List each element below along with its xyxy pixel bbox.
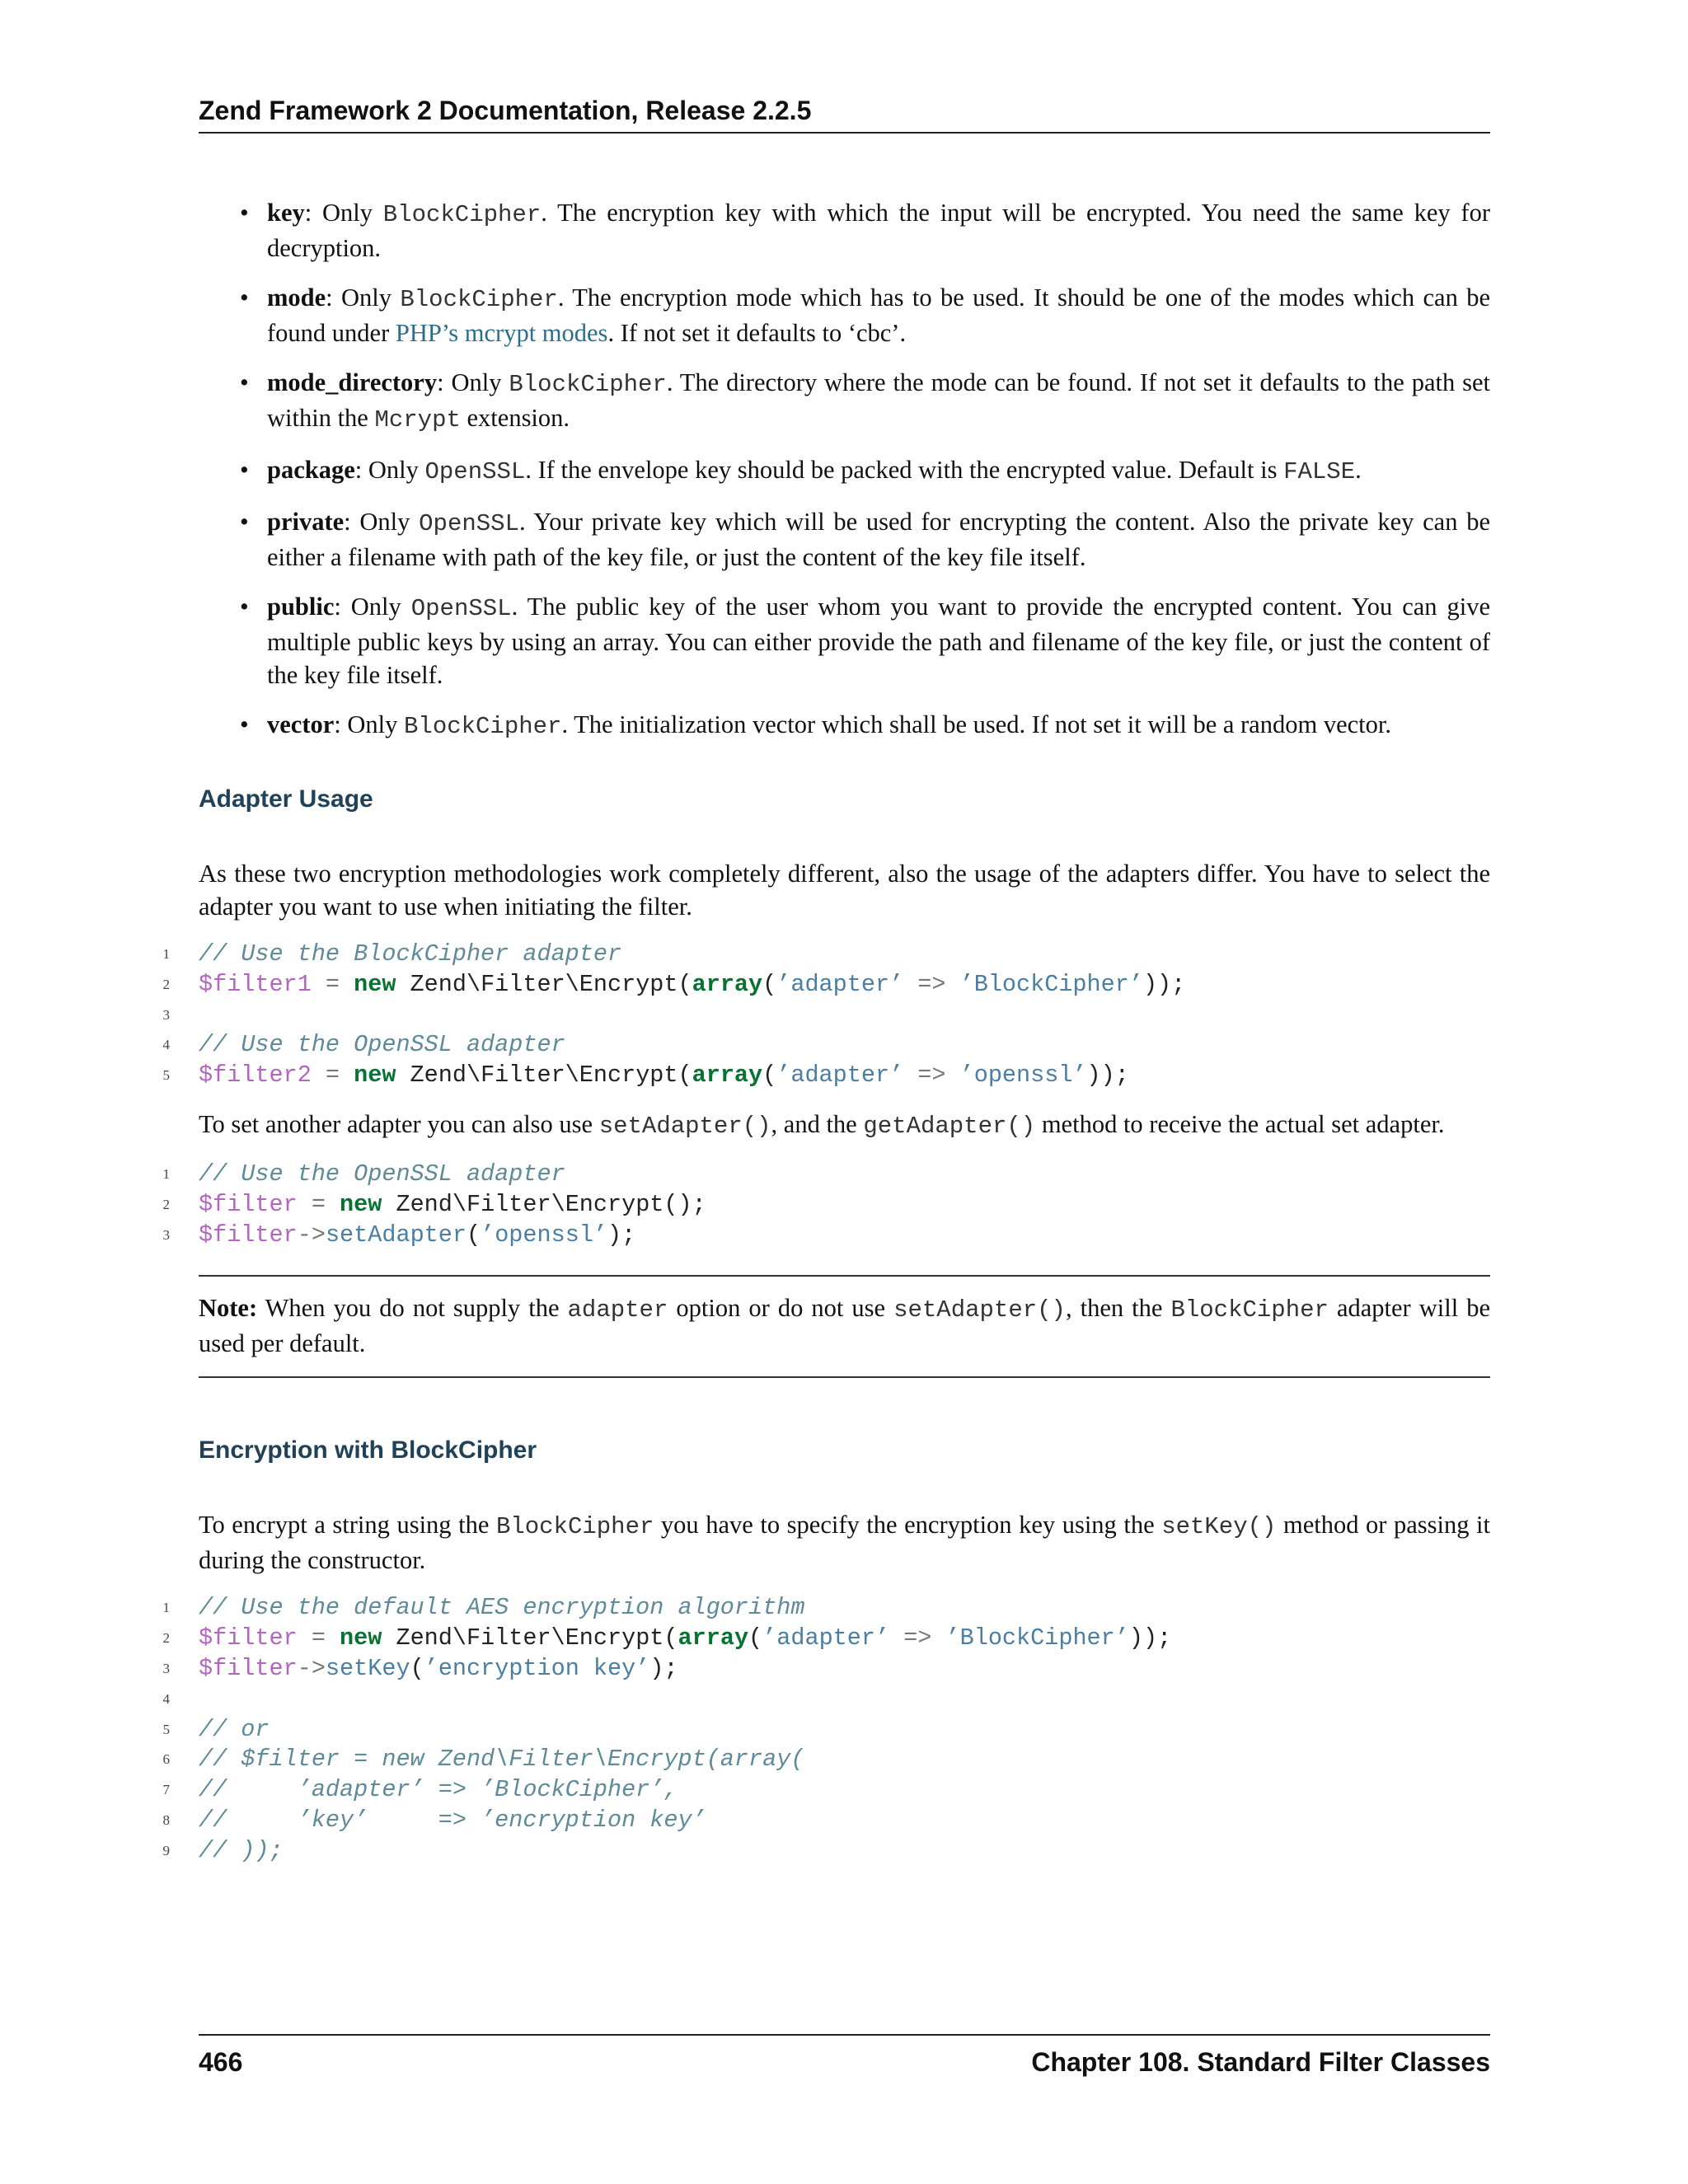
line-number: 4 bbox=[162, 1037, 170, 1053]
code-token: => bbox=[889, 1624, 946, 1652]
line-number: 2 bbox=[162, 1196, 170, 1212]
code-token: ’openssl’ bbox=[481, 1221, 608, 1249]
code-line bbox=[162, 1624, 1490, 1654]
paragraph-text: , and the bbox=[771, 1109, 864, 1138]
paragraph-text: method or passing it during the constructor. bbox=[199, 1511, 1490, 1575]
inline-code: BlockCipher bbox=[509, 371, 667, 398]
line-number: 2 bbox=[162, 1630, 170, 1647]
note-label: Note: bbox=[199, 1294, 258, 1323]
inline-code: OpenSSL bbox=[410, 595, 512, 622]
code-token: array bbox=[692, 970, 763, 998]
inline-code: getAdapter() bbox=[863, 1112, 1036, 1140]
code-token: new bbox=[354, 970, 396, 998]
inline-code: BlockCipher bbox=[1170, 1296, 1329, 1324]
code-token: // Use the BlockCipher adapter bbox=[199, 940, 622, 968]
code-token: new bbox=[340, 1624, 382, 1652]
code-token: ); bbox=[607, 1221, 636, 1249]
code-token: ( bbox=[466, 1221, 481, 1249]
note-part: option or do not use bbox=[668, 1294, 894, 1323]
code-token: ’adapter’ bbox=[762, 1624, 890, 1652]
code-token: // Use the OpenSSL adapter bbox=[199, 1031, 565, 1059]
option-term: public bbox=[267, 593, 335, 621]
code-token: = bbox=[297, 1624, 340, 1652]
inline-code: BlockCipher bbox=[382, 201, 542, 228]
line-number: 7 bbox=[162, 1782, 170, 1798]
adapter-usage-intro: As these two encryption methodologies work completely different, also the usage of the adapters differ. You have to select the adapter you want to use when initiating the filter. bbox=[199, 860, 1490, 921]
line-number: 9 bbox=[162, 1842, 170, 1858]
option-term: private bbox=[267, 508, 345, 536]
code-line bbox=[162, 970, 1490, 1001]
bullet-icon: • bbox=[240, 710, 249, 738]
code-token: Zend\Filter\Encrypt( bbox=[396, 970, 692, 998]
bullet-icon: • bbox=[240, 199, 249, 227]
option-term: key bbox=[267, 199, 305, 227]
code-token: => bbox=[903, 1062, 960, 1090]
code-line bbox=[162, 1001, 1490, 1031]
option-term: package bbox=[267, 456, 355, 484]
adapter-usage-heading: Adapter Usage bbox=[199, 785, 373, 813]
code-token: // )); bbox=[199, 1836, 284, 1864]
line-number: 3 bbox=[162, 1006, 170, 1023]
inline-code: BlockCipher bbox=[495, 1513, 654, 1541]
code-token: ’openssl’ bbox=[959, 1062, 1087, 1090]
paragraph-text: To encrypt a string using the bbox=[199, 1511, 496, 1540]
code-token: // $filter = new Zend\Filter\Encrypt(array( bbox=[199, 1746, 805, 1774]
list-item bbox=[240, 366, 1490, 437]
line-number: 8 bbox=[162, 1811, 170, 1828]
option-prefix: : Only bbox=[437, 368, 509, 396]
inline-code: FALSE bbox=[1283, 458, 1356, 485]
bullet-icon: • bbox=[240, 456, 249, 484]
inline-code: BlockCipher bbox=[404, 713, 562, 740]
code-line bbox=[162, 1221, 1490, 1251]
line-number: 2 bbox=[162, 976, 170, 992]
inline-code: setAdapter() bbox=[598, 1112, 771, 1140]
code-token: ’adapter’ bbox=[776, 970, 904, 998]
blockcipher-paragraph bbox=[199, 1508, 1490, 1577]
option-term: mode_directory bbox=[267, 368, 438, 396]
chapter-title: Chapter 108. Standard Filter Classes bbox=[1031, 2047, 1490, 2077]
code-line bbox=[162, 1190, 1490, 1221]
running-header: Zend Framework 2 Documentation, Release 2.2.5 bbox=[199, 92, 1490, 134]
code-token: ’encryption key’ bbox=[424, 1654, 650, 1682]
code-token: -> bbox=[297, 1654, 326, 1682]
list-item bbox=[240, 281, 1490, 349]
code-token: $filter bbox=[199, 1624, 298, 1652]
code-token: )); bbox=[1128, 1624, 1172, 1652]
line-number: 4 bbox=[162, 1690, 170, 1707]
inline-code: Mcrypt bbox=[374, 406, 461, 434]
line-number: 5 bbox=[162, 1721, 170, 1737]
list-item bbox=[240, 708, 1490, 743]
bullet-icon: • bbox=[240, 508, 249, 536]
code-block-blockcipher bbox=[162, 1593, 1490, 1866]
line-number: 1 bbox=[162, 1165, 170, 1182]
code-line bbox=[162, 1061, 1490, 1091]
code-token: ’adapter’ bbox=[776, 1062, 904, 1090]
code-token: = bbox=[311, 1062, 354, 1090]
option-description: . The initialization vector which shall be used. If not set it will be a random vector. bbox=[561, 710, 1391, 738]
code-line bbox=[162, 1806, 1490, 1836]
paragraph-text: To set another adapter you can also use bbox=[199, 1109, 599, 1138]
option-description: . If not set it defaults to ‘cbc’. bbox=[607, 319, 907, 347]
line-number: 3 bbox=[162, 1660, 170, 1676]
code-line bbox=[162, 1030, 1490, 1061]
option-description: . The public key of the user whom you want to provide the encrypted content. You can give multiple public keys by using an array. You can either provide the path and filename of the key file, or just the content of the key file itself. bbox=[267, 593, 1490, 689]
code-token: ( bbox=[762, 970, 777, 998]
option-description: . bbox=[1355, 456, 1362, 484]
inline-code: setKey() bbox=[1161, 1513, 1277, 1541]
code-token: array bbox=[678, 1624, 749, 1652]
code-token: array bbox=[692, 1062, 763, 1090]
code-block-set-adapter bbox=[162, 1160, 1490, 1250]
code-block-adapters bbox=[162, 940, 1490, 1091]
bullet-icon: • bbox=[240, 284, 249, 312]
code-token: )); bbox=[1142, 970, 1186, 998]
set-adapter-paragraph bbox=[199, 1108, 1490, 1143]
inline-code: OpenSSL bbox=[424, 458, 526, 485]
code-line bbox=[162, 1715, 1490, 1746]
code-token: ( bbox=[410, 1654, 424, 1682]
list-item bbox=[240, 196, 1490, 265]
bullet-icon: • bbox=[240, 368, 249, 396]
option-prefix: : Only bbox=[344, 508, 420, 536]
code-token: // Use the default AES encryption algorithm bbox=[199, 1594, 805, 1622]
option-description: . Your private key which will be used for encrypting the content. Also the private key can be either a filename with path of the key file, or just the content of the key file itself. bbox=[267, 508, 1490, 571]
paragraph-text: method to receive the actual set adapter. bbox=[1035, 1109, 1445, 1138]
page-number: 466 bbox=[199, 2047, 243, 2077]
list-item bbox=[240, 590, 1490, 691]
code-line bbox=[162, 940, 1490, 970]
option-description: . The encryption mode which has to be used. It should be one of the modes which can be found under bbox=[267, 284, 1490, 347]
code-line bbox=[162, 1160, 1490, 1190]
option-description: . The directory where the mode can be found. If not set it defaults to the path set within the bbox=[267, 368, 1490, 432]
running-footer bbox=[199, 2034, 1490, 2080]
code-token: )); bbox=[1086, 1062, 1129, 1090]
code-token: Zend\Filter\Encrypt( bbox=[396, 1062, 692, 1090]
code-token: // or bbox=[199, 1715, 270, 1743]
note-part: , then the bbox=[1065, 1294, 1171, 1323]
code-line bbox=[162, 1593, 1490, 1624]
option-prefix: : Only bbox=[334, 710, 405, 738]
note-part: When you do not supply the bbox=[257, 1294, 568, 1323]
code-token: Zend\Filter\Encrypt( bbox=[382, 1624, 678, 1652]
code-token: $filter1 bbox=[199, 970, 312, 998]
code-token: -> bbox=[297, 1221, 326, 1249]
line-number: 6 bbox=[162, 1751, 170, 1768]
code-token: ’BlockCipher’ bbox=[959, 970, 1143, 998]
line-number: 5 bbox=[162, 1067, 170, 1084]
code-token: ( bbox=[748, 1624, 763, 1652]
page-content bbox=[162, 196, 1491, 1867]
option-prefix: : Only bbox=[354, 456, 425, 484]
code-line bbox=[162, 1654, 1490, 1685]
code-token: $filter bbox=[199, 1190, 298, 1218]
line-number: 1 bbox=[162, 946, 170, 962]
code-line bbox=[162, 1685, 1490, 1715]
code-token: // Use the OpenSSL adapter bbox=[199, 1160, 565, 1188]
note-box bbox=[199, 1275, 1490, 1378]
blockcipher-heading: Encryption with BlockCipher bbox=[199, 1436, 537, 1465]
list-item bbox=[240, 505, 1490, 574]
code-token: ’BlockCipher’ bbox=[945, 1624, 1129, 1652]
inline-code: adapter bbox=[567, 1296, 668, 1324]
paragraph-text: you have to specify the encryption key using the bbox=[654, 1511, 1162, 1540]
option-term: mode bbox=[267, 284, 326, 312]
bullet-icon: • bbox=[240, 593, 249, 621]
code-line bbox=[162, 1836, 1490, 1867]
inline-code: BlockCipher bbox=[400, 286, 558, 313]
code-token: new bbox=[340, 1190, 382, 1218]
option-prefix: : Only bbox=[304, 199, 383, 227]
option-prefix: : Only bbox=[334, 593, 411, 621]
code-token: $filter bbox=[199, 1654, 298, 1682]
note-text bbox=[199, 1291, 1490, 1360]
line-number: 3 bbox=[162, 1226, 170, 1243]
code-token: $filter2 bbox=[199, 1062, 312, 1090]
code-token: $filter bbox=[199, 1221, 298, 1249]
code-token: ); bbox=[649, 1654, 678, 1682]
code-line bbox=[162, 1745, 1490, 1775]
code-token: setKey bbox=[325, 1654, 410, 1682]
code-line bbox=[162, 1775, 1490, 1806]
code-token: Zend\Filter\Encrypt(); bbox=[382, 1190, 706, 1218]
code-token: // ’key’ => ’encryption key’ bbox=[199, 1806, 706, 1834]
code-token: ( bbox=[762, 1062, 777, 1090]
option-description: extension. bbox=[460, 404, 570, 432]
option-list bbox=[199, 196, 1490, 743]
line-number: 1 bbox=[162, 1600, 170, 1616]
note-part: adapter will be used per default. bbox=[199, 1294, 1491, 1358]
code-token: = bbox=[311, 970, 354, 998]
code-token: setAdapter bbox=[325, 1221, 467, 1249]
option-description: . If the envelope key should be packed with the encrypted value. Default is bbox=[525, 456, 1284, 484]
option-prefix: : Only bbox=[326, 284, 401, 312]
code-token: = bbox=[297, 1190, 340, 1218]
option-description: . The encryption key with which the input will be encrypted. You need the same key for decryption. bbox=[267, 199, 1490, 262]
code-token: new bbox=[354, 1062, 396, 1090]
code-token: // ’adapter’ => ’BlockCipher’, bbox=[199, 1776, 678, 1804]
code-token: => bbox=[903, 970, 960, 998]
mcrypt-modes-link[interactable]: PHP’s mcrypt modes bbox=[395, 319, 608, 347]
option-term: vector bbox=[267, 710, 335, 738]
inline-code: OpenSSL bbox=[419, 510, 519, 537]
inline-code: setAdapter() bbox=[893, 1296, 1066, 1324]
list-item bbox=[240, 453, 1490, 489]
